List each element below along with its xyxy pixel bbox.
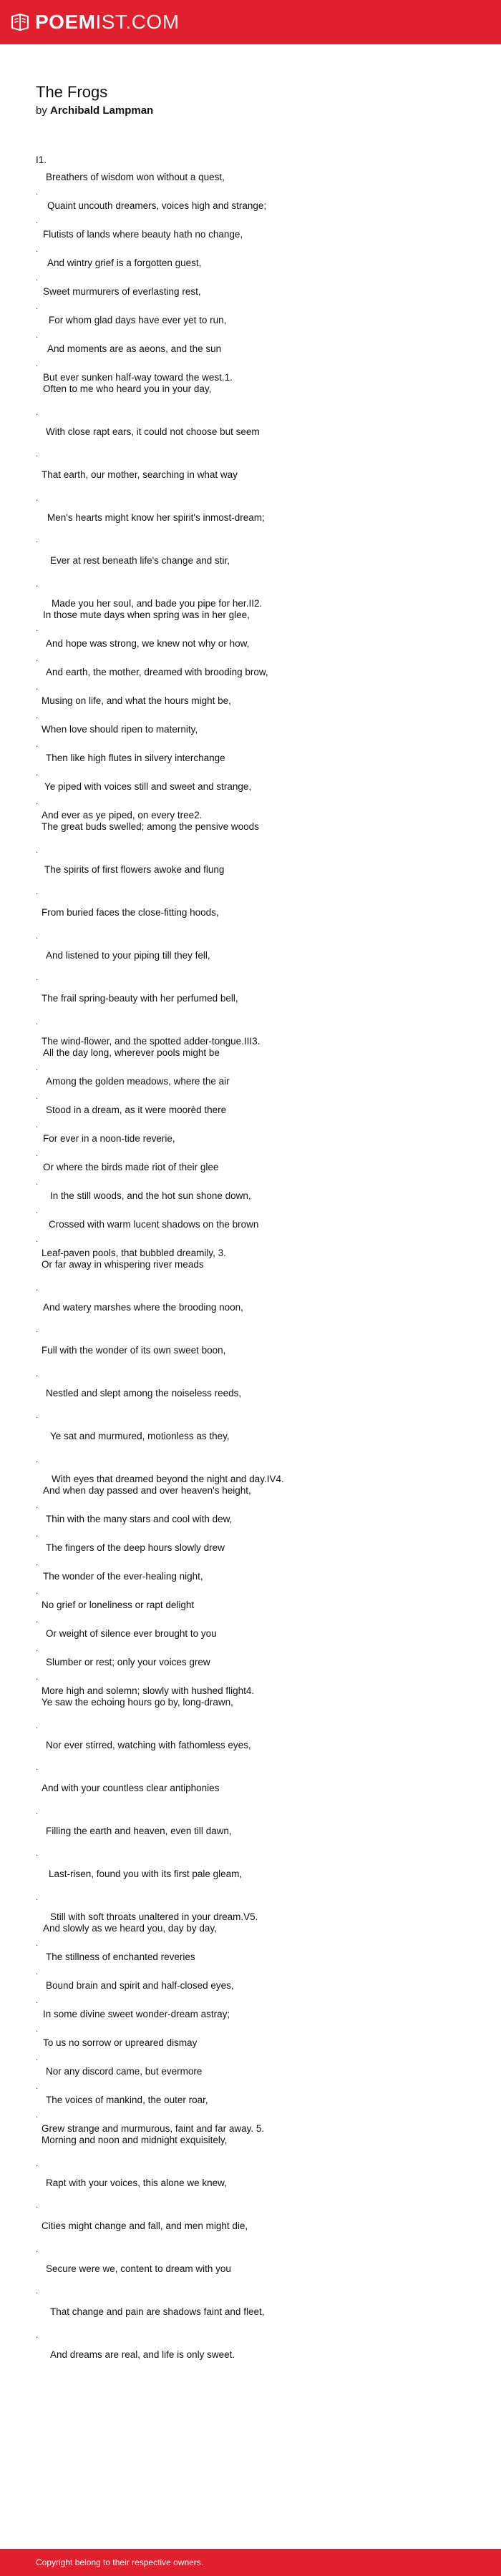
stanza-dot: . bbox=[36, 972, 39, 982]
poem-line: Morning and noon and midnight exquisitely, bbox=[42, 2135, 228, 2145]
poem-line: Rapt with your voices, this alone we knew, bbox=[46, 2178, 227, 2188]
stanza-dot: . bbox=[36, 886, 39, 896]
poem-title: The Frogs bbox=[36, 83, 108, 101]
poem-line: The spirits of first flowers awoke and flung bbox=[44, 864, 225, 875]
poem-line: In some divine sweet wonder-dream astray; bbox=[43, 2009, 230, 2019]
stanza-dot: . bbox=[36, 1148, 39, 1158]
poem-line: Or where the birds made riot of their glee bbox=[43, 1162, 219, 1172]
logo-text-bold: POEM bbox=[35, 11, 96, 33]
poem-line: And hope was strong, we knew not why or how, bbox=[46, 638, 250, 649]
stanza-dot: . bbox=[36, 768, 39, 778]
poem-line: And when day passed and over heaven's height, bbox=[43, 1485, 251, 1496]
poem-line: In the still woods, and the hot sun shone down, bbox=[50, 1190, 251, 1201]
stanza-dot: . bbox=[36, 1643, 39, 1653]
stanza-dot: . bbox=[36, 2158, 39, 2168]
stanza-dot: . bbox=[36, 1672, 39, 1682]
poem-line: And dreams are real, and life is only sweet. bbox=[50, 2349, 235, 2360]
stanza-dot: . bbox=[36, 273, 39, 283]
stanza-dot: . bbox=[36, 931, 39, 941]
poem-line: The wonder of the ever-healing night, bbox=[43, 1571, 203, 1582]
poem-line: And ever as ye piped, on every tree2. bbox=[42, 810, 203, 821]
poem-line: And watery marshes where the brooding noon, bbox=[43, 1302, 243, 1313]
stanza-dot: . bbox=[36, 1454, 39, 1464]
poem-line: Stood in a dream, as it were moorèd there bbox=[46, 1105, 227, 1115]
poem-line: Ye piped with voices still and sweet and strange, bbox=[44, 781, 252, 792]
stanza-dot: . bbox=[36, 2200, 39, 2210]
stanza-dot: . bbox=[36, 301, 39, 311]
stanza-dot: . bbox=[36, 653, 39, 663]
stanza-dot: . bbox=[36, 407, 39, 417]
stanza-dot: . bbox=[36, 1720, 39, 1730]
poem-line: For ever in a noon-tide reverie, bbox=[43, 1133, 175, 1144]
poem-line: Last-risen, found you with its first pale gleam, bbox=[49, 1869, 243, 1879]
poem-line: Or weight of silence ever brought to you bbox=[46, 1628, 217, 1639]
poem-line: The frail spring-beauty with her perfumed bell, bbox=[42, 993, 238, 1004]
stanza-dot: . bbox=[36, 1848, 39, 1858]
poem-line: Ye saw the echoing hours go by, long-drawn, bbox=[42, 1697, 233, 1708]
stanza-dot: . bbox=[36, 2244, 39, 2254]
stanza-dot: . bbox=[36, 1762, 39, 1772]
poem-line: Secure were we, content to dream with you bbox=[46, 2263, 231, 2274]
poem-line: Cities might change and fall, and men might die, bbox=[42, 2220, 248, 2231]
stanza-dot: . bbox=[36, 579, 39, 589]
stanza-dot: . bbox=[36, 215, 39, 225]
poem-line: Crossed with warm lucent shadows on the brown bbox=[49, 1219, 259, 1230]
poem-line: No grief or loneliness or rapt delight bbox=[42, 1600, 195, 1610]
stanza-dot: . bbox=[36, 330, 39, 340]
poem-line: That earth, our mother, searching in what way bbox=[42, 469, 238, 480]
footer bbox=[0, 2549, 501, 2576]
poem-line: When love should ripen to maternity, bbox=[42, 724, 198, 735]
poem-line: Then like high flutes in silvery interchange bbox=[46, 753, 225, 763]
stanza-dot: . bbox=[36, 2052, 39, 2062]
logo-text-light: IST.COM bbox=[95, 11, 180, 33]
poem-line: Still with soft throats unaltered in your dream.V5. bbox=[50, 1911, 258, 1922]
poem-line: I1. bbox=[36, 155, 47, 165]
stanza-dot: . bbox=[36, 1324, 39, 1334]
stanza-dot: . bbox=[36, 2024, 39, 2034]
poem-line: And moments are as aeons, and the sun bbox=[47, 343, 222, 354]
poem-line: And wintry grief is a forgotten guest, bbox=[47, 258, 202, 268]
stanza-dot: . bbox=[36, 244, 39, 254]
stanza-dot: . bbox=[36, 710, 39, 720]
stanza-dot: . bbox=[36, 1234, 39, 1244]
poem-line: The wind-flower, and the spotted adder-tongue.III3. bbox=[42, 1036, 261, 1047]
stanza-dot: . bbox=[36, 187, 39, 197]
poem-line: Ye sat and murmured, motionless as they, bbox=[50, 1431, 230, 1441]
stanza-dot: . bbox=[36, 1120, 39, 1130]
poem-line: Full with the wonder of its own sweet boon, bbox=[42, 1345, 226, 1356]
stanza-dot: . bbox=[36, 1091, 39, 1101]
stanza-dot: . bbox=[36, 534, 39, 544]
poem-line: Leaf-paven pools, that bubbled dreamily, 3. bbox=[42, 1248, 226, 1258]
poem-line: Slumber or rest; only your voices grew bbox=[46, 1657, 210, 1667]
poem-line: To us no sorrow or upreared dismay bbox=[43, 2037, 198, 2048]
poem-author[interactable]: Archibald Lampman bbox=[50, 104, 154, 117]
stanza-dot: . bbox=[36, 2081, 39, 2091]
poem-line: Grew strange and murmurous, faint and far away. 5. bbox=[42, 2123, 265, 2134]
poem-line: Made you her soul, and bade you pipe for her.II2. bbox=[52, 598, 263, 609]
poem-line: Filling the earth and heaven, even till dawn, bbox=[46, 1826, 232, 1836]
logo-wordmark bbox=[35, 12, 180, 32]
stanza-dot: . bbox=[36, 2286, 39, 2296]
stanza-dot: . bbox=[36, 1615, 39, 1625]
poem-line: Ever at rest beneath life's change and stir, bbox=[50, 555, 230, 566]
poem-line: The stillness of enchanted reveries bbox=[46, 1951, 195, 1962]
poem-line: Among the golden meadows, where the air bbox=[46, 1076, 230, 1087]
poemist-logo-icon bbox=[10, 12, 30, 32]
poem-header bbox=[36, 83, 153, 117]
stanza-dot: . bbox=[36, 1806, 39, 1816]
byline bbox=[36, 104, 153, 117]
site-logo[interactable] bbox=[10, 12, 180, 32]
poem-line: Flutists of lands where beauty hath no change, bbox=[43, 229, 243, 240]
stanza-dot: . bbox=[36, 796, 39, 806]
poem-line: Nestled and slept among the noiseless reeds, bbox=[46, 1388, 242, 1399]
stanza-dot: . bbox=[36, 739, 39, 749]
stanza-dot: . bbox=[36, 2330, 39, 2340]
stanza-dot: . bbox=[36, 1529, 39, 1539]
poem-line: But ever sunken half-way toward the west.1. bbox=[43, 372, 233, 383]
stanza-dot: . bbox=[36, 2110, 39, 2120]
poem-line: In those mute days when spring was in her glee, bbox=[43, 609, 250, 620]
byline-prefix: by bbox=[36, 104, 47, 117]
stanza-dot: . bbox=[36, 1283, 39, 1293]
stanza-dot: . bbox=[36, 1062, 39, 1072]
poem-line: Or far away in whispering river meads bbox=[42, 1259, 204, 1270]
stanza-dot: . bbox=[36, 358, 39, 368]
poem-line: Musing on life, and what the hours might be, bbox=[42, 695, 231, 706]
stanza-dot: . bbox=[36, 1995, 39, 2005]
stanza-dot: . bbox=[36, 845, 39, 855]
copyright-notice: Copyright belong to their respective owners. bbox=[36, 2557, 204, 2567]
stanza-dot: . bbox=[36, 449, 39, 459]
poem-line: With eyes that dreamed beyond the night and day.IV4. bbox=[52, 1474, 284, 1484]
poem-line: Often to me who heard you in your day, bbox=[43, 383, 212, 394]
poem-line: And earth, the mother, dreamed with brooding brow, bbox=[46, 667, 268, 677]
stanza-dot: . bbox=[36, 623, 39, 633]
poem-line: With close rapt ears, it could not choose but seem bbox=[46, 426, 260, 437]
poem-line: Nor ever stirred, watching with fathomless eyes, bbox=[46, 1740, 251, 1750]
stanza-dot: . bbox=[36, 682, 39, 692]
stanza-dot: . bbox=[36, 1586, 39, 1596]
stanza-dot: . bbox=[36, 1017, 39, 1027]
poem-line: And with your countless clear antiphonies bbox=[42, 1783, 220, 1793]
poem-line: Breathers of wisdom won without a quest, bbox=[46, 172, 225, 182]
stanza-dot: . bbox=[36, 1557, 39, 1567]
poem-line: Bound brain and spirit and half-closed eyes, bbox=[46, 1980, 234, 1991]
poem-line: The fingers of the deep hours slowly drew bbox=[46, 1542, 225, 1553]
stanza-dot: . bbox=[36, 1892, 39, 1902]
poem-line: From buried faces the close-fitting hoods, bbox=[42, 907, 219, 918]
stanza-dot: . bbox=[36, 493, 39, 503]
stanza-dot: . bbox=[36, 1410, 39, 1420]
poem-line: Quaint uncouth dreamers, voices high and strange; bbox=[47, 200, 267, 211]
poem-line: Sweet murmurers of everlasting rest, bbox=[43, 286, 201, 297]
poem-line: And slowly as we heard you, day by day, bbox=[43, 1923, 217, 1934]
poem-line: Nor any discord came, but evermore bbox=[46, 2066, 203, 2077]
stanza-dot: . bbox=[36, 1177, 39, 1187]
stanza-dot: . bbox=[36, 1500, 39, 1510]
stanza-dot: . bbox=[36, 1368, 39, 1378]
poem-line: The great buds swelled; among the pensive woods bbox=[42, 821, 259, 832]
stanza-dot: . bbox=[36, 1967, 39, 1977]
poem-line: And listened to your piping till they fell, bbox=[46, 950, 210, 961]
poem-line: All the day long, wherever pools might be bbox=[43, 1047, 220, 1058]
stanza-dot: . bbox=[36, 1205, 39, 1215]
poem-line: Thin with the many stars and cool with dew, bbox=[46, 1514, 233, 1524]
poem-line: The voices of mankind, the outer roar, bbox=[46, 2095, 208, 2105]
top-bar bbox=[0, 0, 501, 44]
stanza-dot: . bbox=[36, 1938, 39, 1948]
poem-line: More high and solemn; slowly with hushed flight4. bbox=[42, 1685, 255, 1696]
poem-line: That change and pain are shadows faint and fleet, bbox=[50, 2306, 265, 2317]
poem-line: Men's hearts might know her spirit's inmost-dream; bbox=[47, 512, 265, 523]
poem-line: For whom glad days have ever yet to run, bbox=[49, 315, 227, 325]
